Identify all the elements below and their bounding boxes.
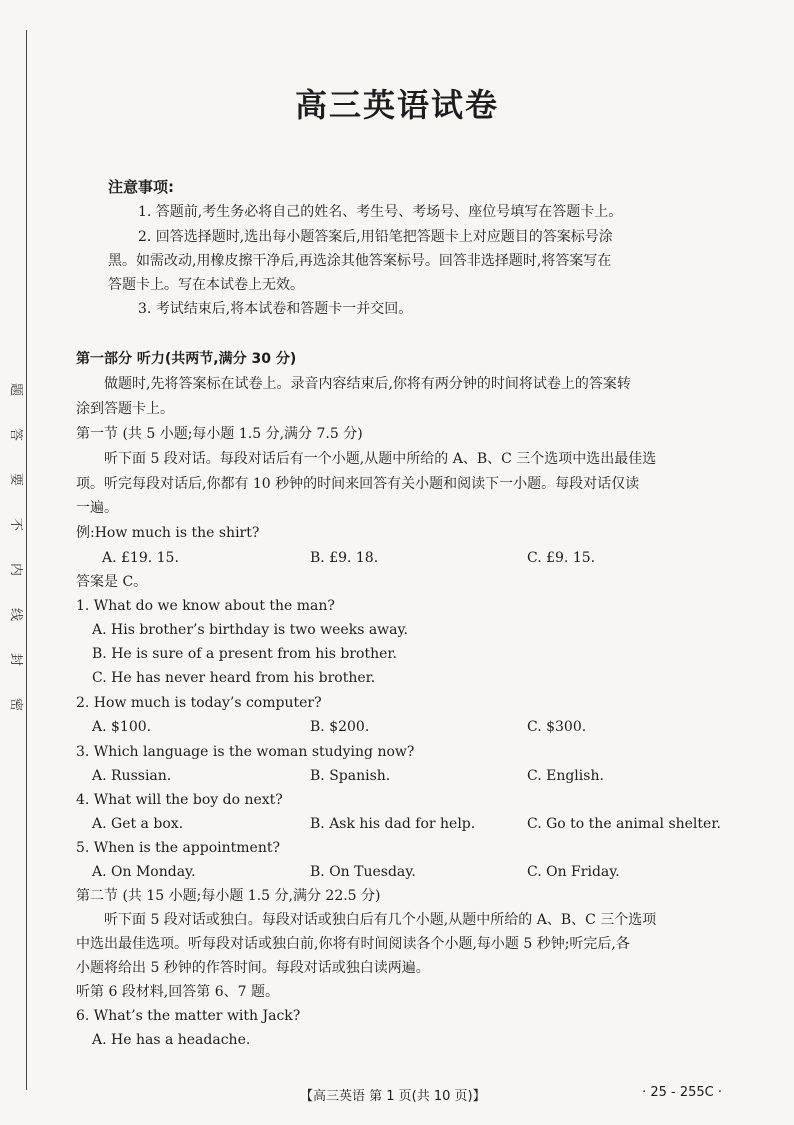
q3-question: 3. Which language is the woman studying now? xyxy=(76,744,415,760)
example-question: 例:How much is the shirt? xyxy=(76,525,260,541)
margin-char: 答 xyxy=(8,427,24,442)
q5-question: 5. When is the appointment? xyxy=(76,840,280,856)
section2-material: 听第 6 段材料,回答第 6、7 题。 xyxy=(76,984,279,1000)
part1-intro-line-2: 涂到答题卡上。 xyxy=(76,401,174,417)
q6-option-a: A. He has a headache. xyxy=(92,1032,251,1048)
margin-char: 内 xyxy=(8,562,24,577)
q3-option-a: A. Russian. xyxy=(92,768,172,784)
q5-option-a: A. On Monday. xyxy=(92,864,196,880)
section1-heading: 第一节 (共 5 小题;每小题 1.5 分,满分 7.5 分) xyxy=(76,426,363,442)
q2-option-a: A. $100. xyxy=(92,719,152,735)
section2-intro-line-2: 中选出最佳选项。听每段对话或独白前,你将有时间阅读各个小题,每小题 5 秒钟;听完后,各 xyxy=(76,936,630,952)
example-answer: 答案是 C。 xyxy=(76,574,148,590)
margin-char: 要 xyxy=(8,472,24,487)
notes-item-3: 3. 考试结束后,将本试卷和答题卡一并交回。 xyxy=(138,301,413,317)
q4-option-a: A. Get a box. xyxy=(92,816,184,832)
page-title: 高三英语试卷 xyxy=(294,86,499,124)
section1-intro-line-3: 一遍。 xyxy=(76,500,118,516)
q6-question: 6. What’s the matter with Jack? xyxy=(76,1008,301,1024)
margin-char: 封 xyxy=(8,652,24,667)
q1-option-b: B. He is sure of a present from his brother. xyxy=(92,646,398,662)
page-footer xyxy=(0,1085,794,1103)
example-option-b: B. £9. 18. xyxy=(310,550,379,566)
section2-intro-line-3: 小题将给出 5 秒钟的作答时间。每段对话或独白读两遍。 xyxy=(76,960,430,976)
section2-heading: 第二节 (共 15 小题;每小题 1.5 分,满分 22.5 分) xyxy=(76,888,381,904)
notes-heading: 注意事项: xyxy=(108,178,174,196)
binding-margin-text xyxy=(8,380,28,714)
margin-char: 不 xyxy=(8,517,24,532)
notes-item-2-line-3: 答题卡上。写在本试卷上无效。 xyxy=(108,277,304,293)
q1-option-c: C. He has never heard from his brother. xyxy=(92,670,376,686)
q3-option-b: B. Spanish. xyxy=(310,768,391,784)
margin-char: 线 xyxy=(8,607,24,622)
q4-question: 4. What will the boy do next? xyxy=(76,792,283,808)
q3-option-c: C. English. xyxy=(527,768,604,784)
q5-option-b: B. On Tuesday. xyxy=(310,864,416,880)
margin-char: 题 xyxy=(8,382,24,397)
notes-item-1: 1. 答题前,考生务必将自己的姓名、考生号、考场号、座位号填写在答题卡上。 xyxy=(138,204,623,220)
notes-item-2-line-2: 黑。如需改动,用橡皮擦干净后,再选涂其他答案标号。回答非选择题时,将答案写在 xyxy=(108,253,612,269)
example-option-c: C. £9. 15. xyxy=(527,550,596,566)
notes-item-2-line-1: 2. 回答选择题时,选出每小题答案后,用铅笔把答题卡上对应题目的答案标号涂 xyxy=(138,229,613,245)
q4-option-c: C. Go to the animal shelter. xyxy=(527,816,721,832)
part1-heading: 第一部分 听力(共两节,满分 30 分) xyxy=(76,351,297,367)
margin-char: 密 xyxy=(8,697,24,712)
q4-option-b: B. Ask his dad for help. xyxy=(310,816,476,832)
q2-option-c: C. $300. xyxy=(527,719,587,735)
example-option-a: A. £19. 15. xyxy=(102,550,179,566)
footer-page-info: 【高三英语 第 1 页(共 10 页)】 xyxy=(300,1089,486,1104)
section1-intro-line-1: 听下面 5 段对话。每段对话后有一个小题,从题中所给的 A、B、C 三个选项中选出最佳选 xyxy=(104,451,657,467)
section2-intro-line-1: 听下面 5 段对话或独白。每段对话或独白后有几个小题,从题中所给的 A、B、C 三个选项 xyxy=(104,912,657,928)
section1-intro-line-2: 项。听完每段对话后,你都有 10 秒钟的时间来回答有关小题和阅读下一小题。每段对话仅读 xyxy=(76,476,640,492)
part1-intro-line-1: 做题时,先将答案标在试卷上。录音内容结束后,你将有两分钟的时间将试卷上的答案转 xyxy=(104,376,631,392)
q5-option-c: C. On Friday. xyxy=(527,864,620,880)
q1-question: 1. What do we know about the man? xyxy=(76,598,335,614)
footer-code: · 25 - 255C · xyxy=(642,1085,722,1100)
q2-question: 2. How much is today’s computer? xyxy=(76,695,322,711)
q2-option-b: B. $200. xyxy=(310,719,370,735)
q1-option-a: A. His brother’s birthday is two weeks away. xyxy=(92,622,409,638)
